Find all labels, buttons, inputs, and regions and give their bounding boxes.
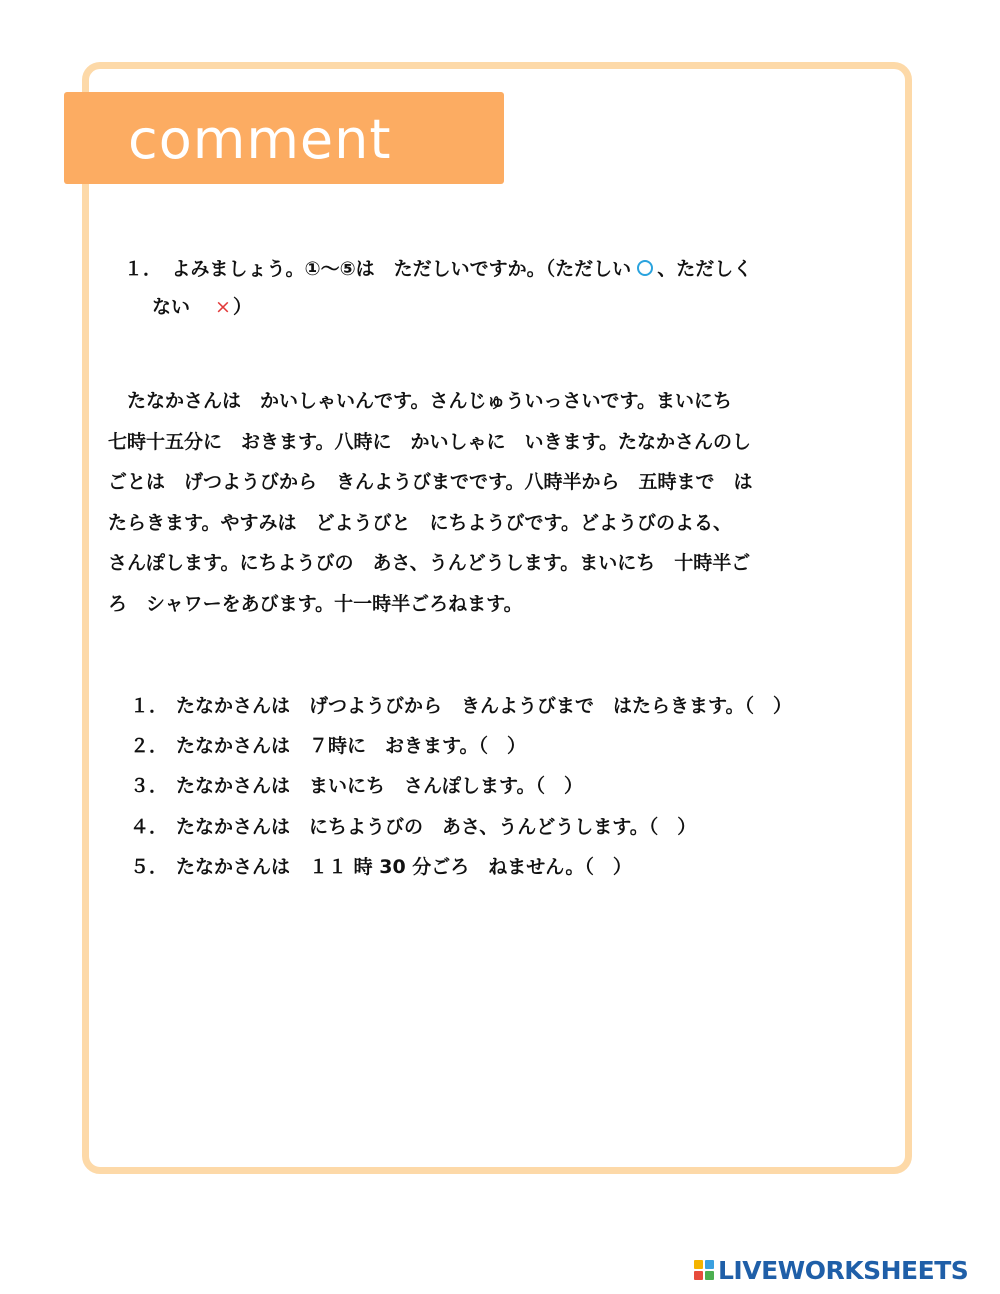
reading-passage — [108, 381, 898, 624]
passage-line: 七時十五分に おきます。八時に かいしゃに いきます。たなかさんのし — [108, 430, 751, 453]
question-number: ２． — [130, 735, 169, 758]
passage-line: たらきます。やすみは どようびと にちようびです。どようびのよる、 — [108, 511, 732, 534]
passage-line: たなかさんは かいしゃいんです。さんじゅういっさいです。まいにち — [108, 390, 732, 412]
question-item — [130, 847, 920, 887]
instruction-line-1-prefix: １． よみましょう。①〜⑤は ただしいですか。（ただしい — [124, 258, 632, 280]
instruction-line-2 — [124, 288, 904, 326]
liveworksheets-logo[interactable] — [694, 1254, 968, 1286]
question-number: １． — [130, 695, 169, 717]
question-number: ４． — [130, 815, 169, 838]
instruction-line-1 — [124, 250, 904, 288]
instruction — [124, 250, 904, 326]
circle-mark-icon — [637, 260, 653, 276]
instruction-line-2-suffix: ） — [232, 296, 252, 318]
question-number: ５． — [130, 855, 169, 878]
liveworksheets-blocks-icon — [694, 1260, 714, 1280]
question-item — [130, 766, 920, 806]
instruction-line-1-suffix: 、ただしく — [657, 258, 753, 280]
banner-title: comment — [128, 108, 392, 171]
question-text[interactable]: たなかさんは １１ 時 30 分ごろ ねません。（ ） — [176, 855, 632, 878]
passage-line: ろ シャワーをあびます。十一時半ごろねます。 — [108, 592, 523, 615]
question-item — [130, 686, 920, 726]
question-text[interactable]: たなかさんは げつようびから きんようびまで はたらきます。（ ） — [176, 695, 792, 717]
logo-text: LIVEWORKSHEETS — [718, 1255, 969, 1285]
question-number: ３． — [130, 775, 169, 798]
question-item — [130, 807, 920, 847]
question-text[interactable]: たなかさんは ７時に おきます。（ ） — [176, 735, 526, 758]
cross-mark-icon: × — [215, 296, 231, 318]
instruction-line-2-prefix: ない — [152, 296, 191, 318]
question-item — [130, 726, 920, 766]
passage-line: さんぽします。にちようびの あさ、うんどうします。まいにち 十時半ご — [108, 552, 751, 574]
question-list — [130, 686, 920, 887]
passage-line: ごとは げつようびから きんようびまでです。八時半から 五時まで は — [108, 471, 753, 493]
question-text[interactable]: たなかさんは まいにち さんぽします。（ ） — [176, 775, 583, 798]
question-text[interactable]: たなかさんは にちようびの あさ、うんどうします。（ ） — [176, 815, 697, 838]
